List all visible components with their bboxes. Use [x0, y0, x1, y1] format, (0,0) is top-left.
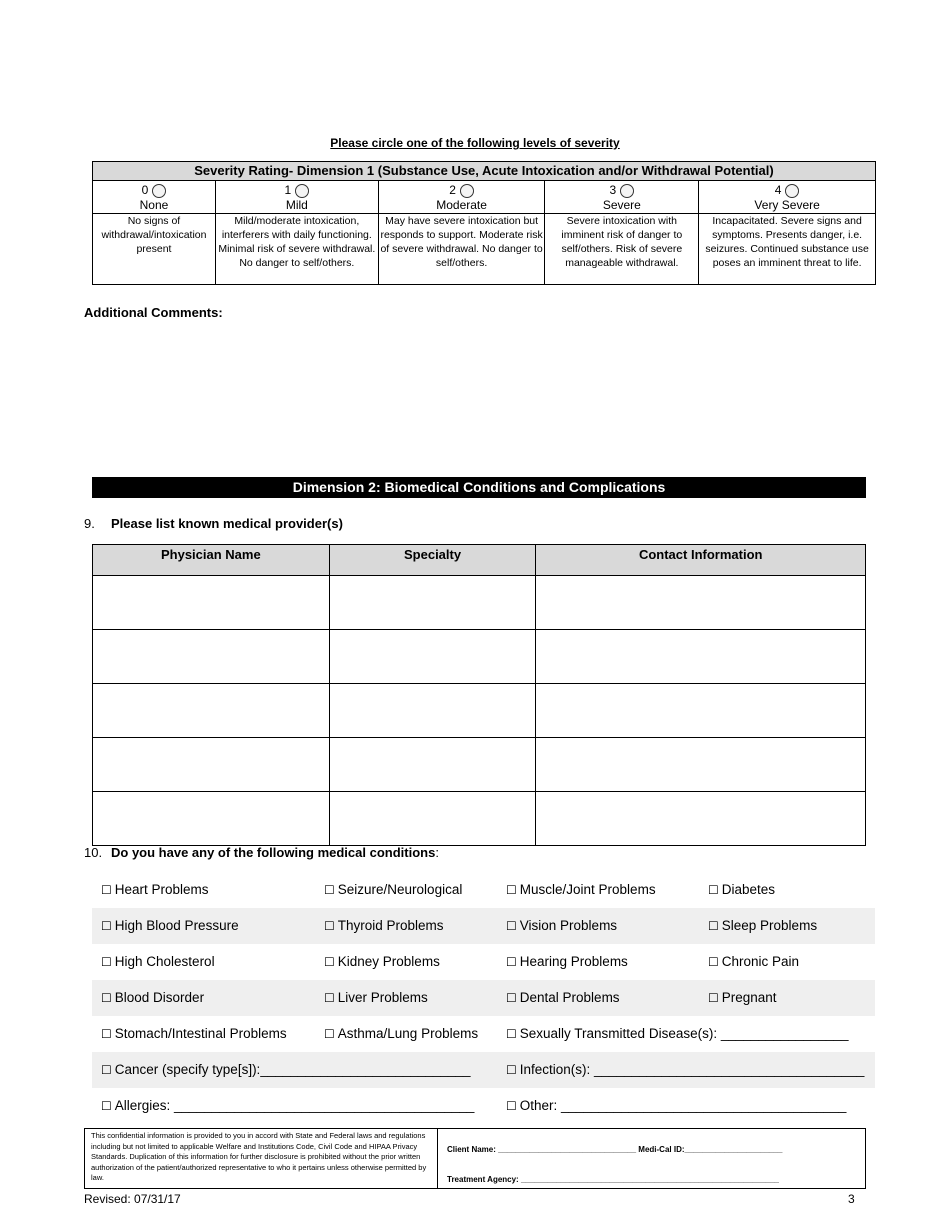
- checkbox-kidney[interactable]: ☐ Kidney Problems: [324, 954, 440, 969]
- specialty-cell[interactable]: [329, 738, 536, 792]
- radio-1[interactable]: [295, 184, 309, 198]
- physician-cell[interactable]: [93, 576, 330, 630]
- treatment-agency-field[interactable]: Treatment Agency: __________________________________________________________: [447, 1175, 779, 1184]
- physician-cell[interactable]: [93, 792, 330, 846]
- conditions-checklist: [92, 872, 875, 1124]
- checkbox-seizure[interactable]: ☐ Seizure/Neurological: [324, 882, 463, 897]
- severity-label-moderate: Moderate: [436, 198, 487, 212]
- severity-rating-table: [92, 161, 876, 285]
- table-row: [93, 576, 866, 630]
- severity-title: Severity Rating- Dimension 1 (Substance Use, Acute Intoxication and/or Withdrawal Potential): [93, 162, 876, 181]
- physician-cell[interactable]: [93, 630, 330, 684]
- severity-level-4[interactable]: 4 Very Severe: [699, 181, 876, 214]
- confidentiality-notice: This confidential information is provided to you in accord with State and Federal laws and regulations including but not limited to applicable Welfare and Institutions Code, Civil Code and HIPAA Privacy Standards. Duplication of this information for further disclosure is prohibited without the prior written authorization of the patient/authorized representative to who it pertains unless otherwise permitted by law.: [85, 1129, 438, 1188]
- table-row: [93, 630, 866, 684]
- table-row: [93, 738, 866, 792]
- table-row: [93, 684, 866, 738]
- radio-0[interactable]: [152, 184, 166, 198]
- provider-table: [92, 544, 866, 846]
- checkbox-high-blood-pressure[interactable]: ☐ High Blood Pressure: [101, 918, 239, 933]
- checkbox-vision[interactable]: ☐ Vision Problems: [506, 918, 618, 933]
- specialty-cell[interactable]: [329, 684, 536, 738]
- physician-cell[interactable]: [93, 738, 330, 792]
- severity-level-2[interactable]: 2 Moderate: [378, 181, 545, 214]
- severity-desc-4: Incapacitated. Severe signs and symptoms. Presents danger, i.e. seizures. Continued substance use poses an imminent threat to life.: [699, 214, 876, 285]
- severity-desc-3: Severe intoxication with imminent risk of danger to self/others. Risk of severe manageable withdrawal.: [545, 214, 699, 285]
- radio-3[interactable]: [620, 184, 634, 198]
- checkbox-muscle-joint[interactable]: ☐ Muscle/Joint Problems: [506, 882, 656, 897]
- header-physician-name: Physician Name: [93, 545, 330, 576]
- checkbox-hearing[interactable]: ☐ Hearing Problems: [506, 954, 628, 969]
- severity-desc-1: Mild/moderate intoxication, interferers with daily functioning. Minimal risk of severe withdrawal. No danger to self/others.: [215, 214, 378, 285]
- specialty-cell[interactable]: [329, 792, 536, 846]
- severity-level-0[interactable]: 0 None: [93, 181, 216, 214]
- severity-label-very-severe: Very Severe: [754, 198, 820, 212]
- checkbox-cancer[interactable]: ☐ Cancer (specify type[s]):____________________________: [101, 1062, 471, 1077]
- checkbox-allergies[interactable]: ☐ Allergies: ________________________________________: [101, 1098, 475, 1113]
- severity-desc-2: May have severe intoxication but responds to support. Moderate risk of severe withdrawal. No danger to self/others.: [378, 214, 545, 285]
- checkbox-liver[interactable]: ☐ Liver Problems: [324, 990, 428, 1005]
- contact-cell[interactable]: [536, 630, 866, 684]
- severity-instruction: Please circle one of the following levels of severity: [330, 136, 620, 150]
- severity-level-1[interactable]: 1 Mild: [215, 181, 378, 214]
- checkbox-heart-problems[interactable]: ☐ Heart Problems: [101, 882, 209, 897]
- checkbox-high-cholesterol[interactable]: ☐ High Cholesterol: [101, 954, 215, 969]
- checkbox-stomach[interactable]: ☐ Stomach/Intestinal Problems: [101, 1026, 287, 1041]
- checkbox-sleep[interactable]: ☐ Sleep Problems: [708, 918, 818, 933]
- contact-cell[interactable]: [536, 576, 866, 630]
- checkbox-diabetes[interactable]: ☐ Diabetes: [708, 882, 776, 897]
- header-specialty: Specialty: [329, 545, 536, 576]
- severity-label-severe: Severe: [602, 198, 641, 212]
- question-10: 10. Do you have any of the following medical conditions:: [84, 845, 439, 860]
- medi-cal-id-field[interactable]: Medi-Cal ID:______________________: [638, 1145, 783, 1154]
- table-row: [93, 792, 866, 846]
- contact-cell[interactable]: [536, 792, 866, 846]
- additional-comments-label: Additional Comments:: [84, 305, 223, 320]
- client-name-field[interactable]: Client Name: _______________________________: [447, 1145, 637, 1154]
- page-number: 3: [848, 1192, 855, 1206]
- checkbox-pregnant[interactable]: ☐ Pregnant: [708, 990, 777, 1005]
- severity-desc-0: No signs of withdrawal/intoxication present: [93, 214, 216, 285]
- physician-cell[interactable]: [93, 684, 330, 738]
- severity-label-none: None: [139, 198, 169, 212]
- checkbox-std[interactable]: ☐ Sexually Transmitted Disease(s): _________________: [506, 1026, 849, 1041]
- specialty-cell[interactable]: [329, 630, 536, 684]
- checkbox-infection[interactable]: ☐ Infection(s): ____________________________________: [506, 1062, 865, 1077]
- contact-cell[interactable]: [536, 684, 866, 738]
- severity-level-3[interactable]: 3 Severe: [545, 181, 699, 214]
- checkbox-chronic-pain[interactable]: ☐ Chronic Pain: [708, 954, 800, 969]
- dimension2-header: Dimension 2: Biomedical Conditions and Complications: [92, 477, 866, 498]
- checkbox-dental[interactable]: ☐ Dental Problems: [506, 990, 620, 1005]
- radio-2[interactable]: [460, 184, 474, 198]
- checkbox-other[interactable]: ☐ Other: ______________________________________: [506, 1098, 847, 1113]
- specialty-cell[interactable]: [329, 576, 536, 630]
- revised-date: Revised: 07/31/17: [84, 1192, 181, 1206]
- contact-cell[interactable]: [536, 738, 866, 792]
- question-9: 9. Please list known medical provider(s): [84, 516, 343, 531]
- severity-label-mild: Mild: [285, 198, 308, 212]
- radio-4[interactable]: [785, 184, 799, 198]
- client-info: [439, 1129, 865, 1188]
- checkbox-blood-disorder[interactable]: ☐ Blood Disorder: [101, 990, 205, 1005]
- footer-box: [84, 1128, 866, 1189]
- checkbox-thyroid[interactable]: ☐ Thyroid Problems: [324, 918, 444, 933]
- checkbox-asthma[interactable]: ☐ Asthma/Lung Problems: [324, 1026, 479, 1041]
- header-contact-info: Contact Information: [536, 545, 866, 576]
